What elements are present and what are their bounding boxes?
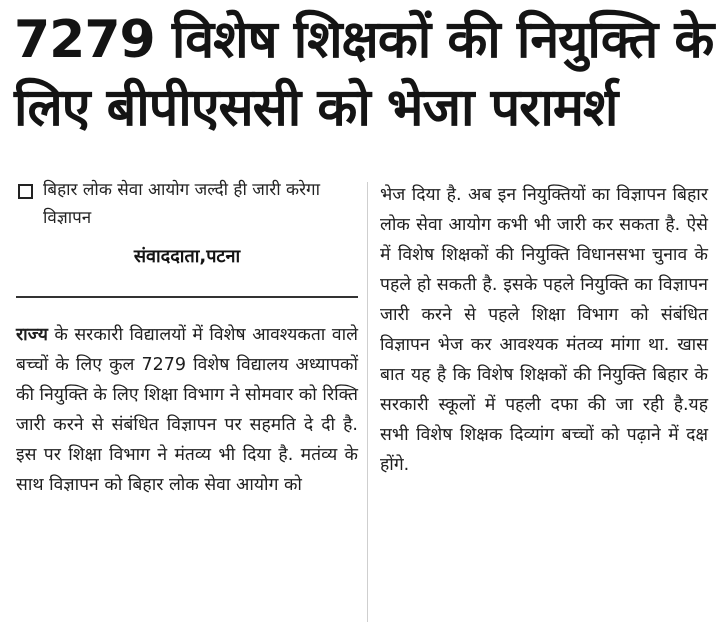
headline-line-1: 7279 विशेष शिक्षकों की नियुक्ति के <box>14 10 714 70</box>
lead-word: राज्य <box>16 325 48 345</box>
article-body-left <box>16 320 358 500</box>
square-bullet-icon <box>18 184 33 199</box>
article-body-right: भेज दिया है. अब इन नियुक्तियों का विज्ञापन बिहार लोक सेवा आयोग कभी भी जारी कर सकता है. ऐसे में विशेष शिक्षकों की नियुक्ति विधानसभा चुनाव के पहले हो सकती है. इसके पहले नियुक्ति का विज्ञापन जारी करने से पहले शिक्षा विभाग को संबंधित विज्ञापन भेज कर आवश्यक मंतव्य मांगा था. खास बात यह है कि विशेष शिक्षकों की नियुक्ति बिहार के सरकारी स्कूलों में पहली दफा की जा रही है.यह सभी विशेष शिक्षक दिव्यांग बच्चों को पढ़ाने में दक्ष होंगे. <box>380 185 708 475</box>
divider <box>16 296 358 298</box>
left-column <box>16 176 358 500</box>
subheading <box>16 176 358 232</box>
headline <box>14 6 714 142</box>
column-divider <box>367 182 368 622</box>
left-column-text: के सरकारी विद्यालयों में विशेष आवश्यकता वाले बच्चों के लिए कुल 7279 विशेष विद्यालय अध्यापकों की नियुक्ति के लिए शिक्षा विभाग ने सोमवार को रिक्ति जारी करने से संबंधित विज्ञापन पर सहमति दे दी है. इस पर शिक्षा विभाग ने मंतव्य भी दिया है. मतंव्य के साथ विज्ञापन को बिहार लोक सेवा आयोग को <box>16 325 358 495</box>
right-column <box>380 180 708 480</box>
subheading-text: बिहार लोक सेवा आयोग जल्दी ही जारी करेगा विज्ञापन <box>43 180 321 228</box>
headline-line-2: लिए बीपीएससी को भेजा परामर्श <box>14 78 618 138</box>
byline: संवाददाता,पटना <box>133 246 241 267</box>
